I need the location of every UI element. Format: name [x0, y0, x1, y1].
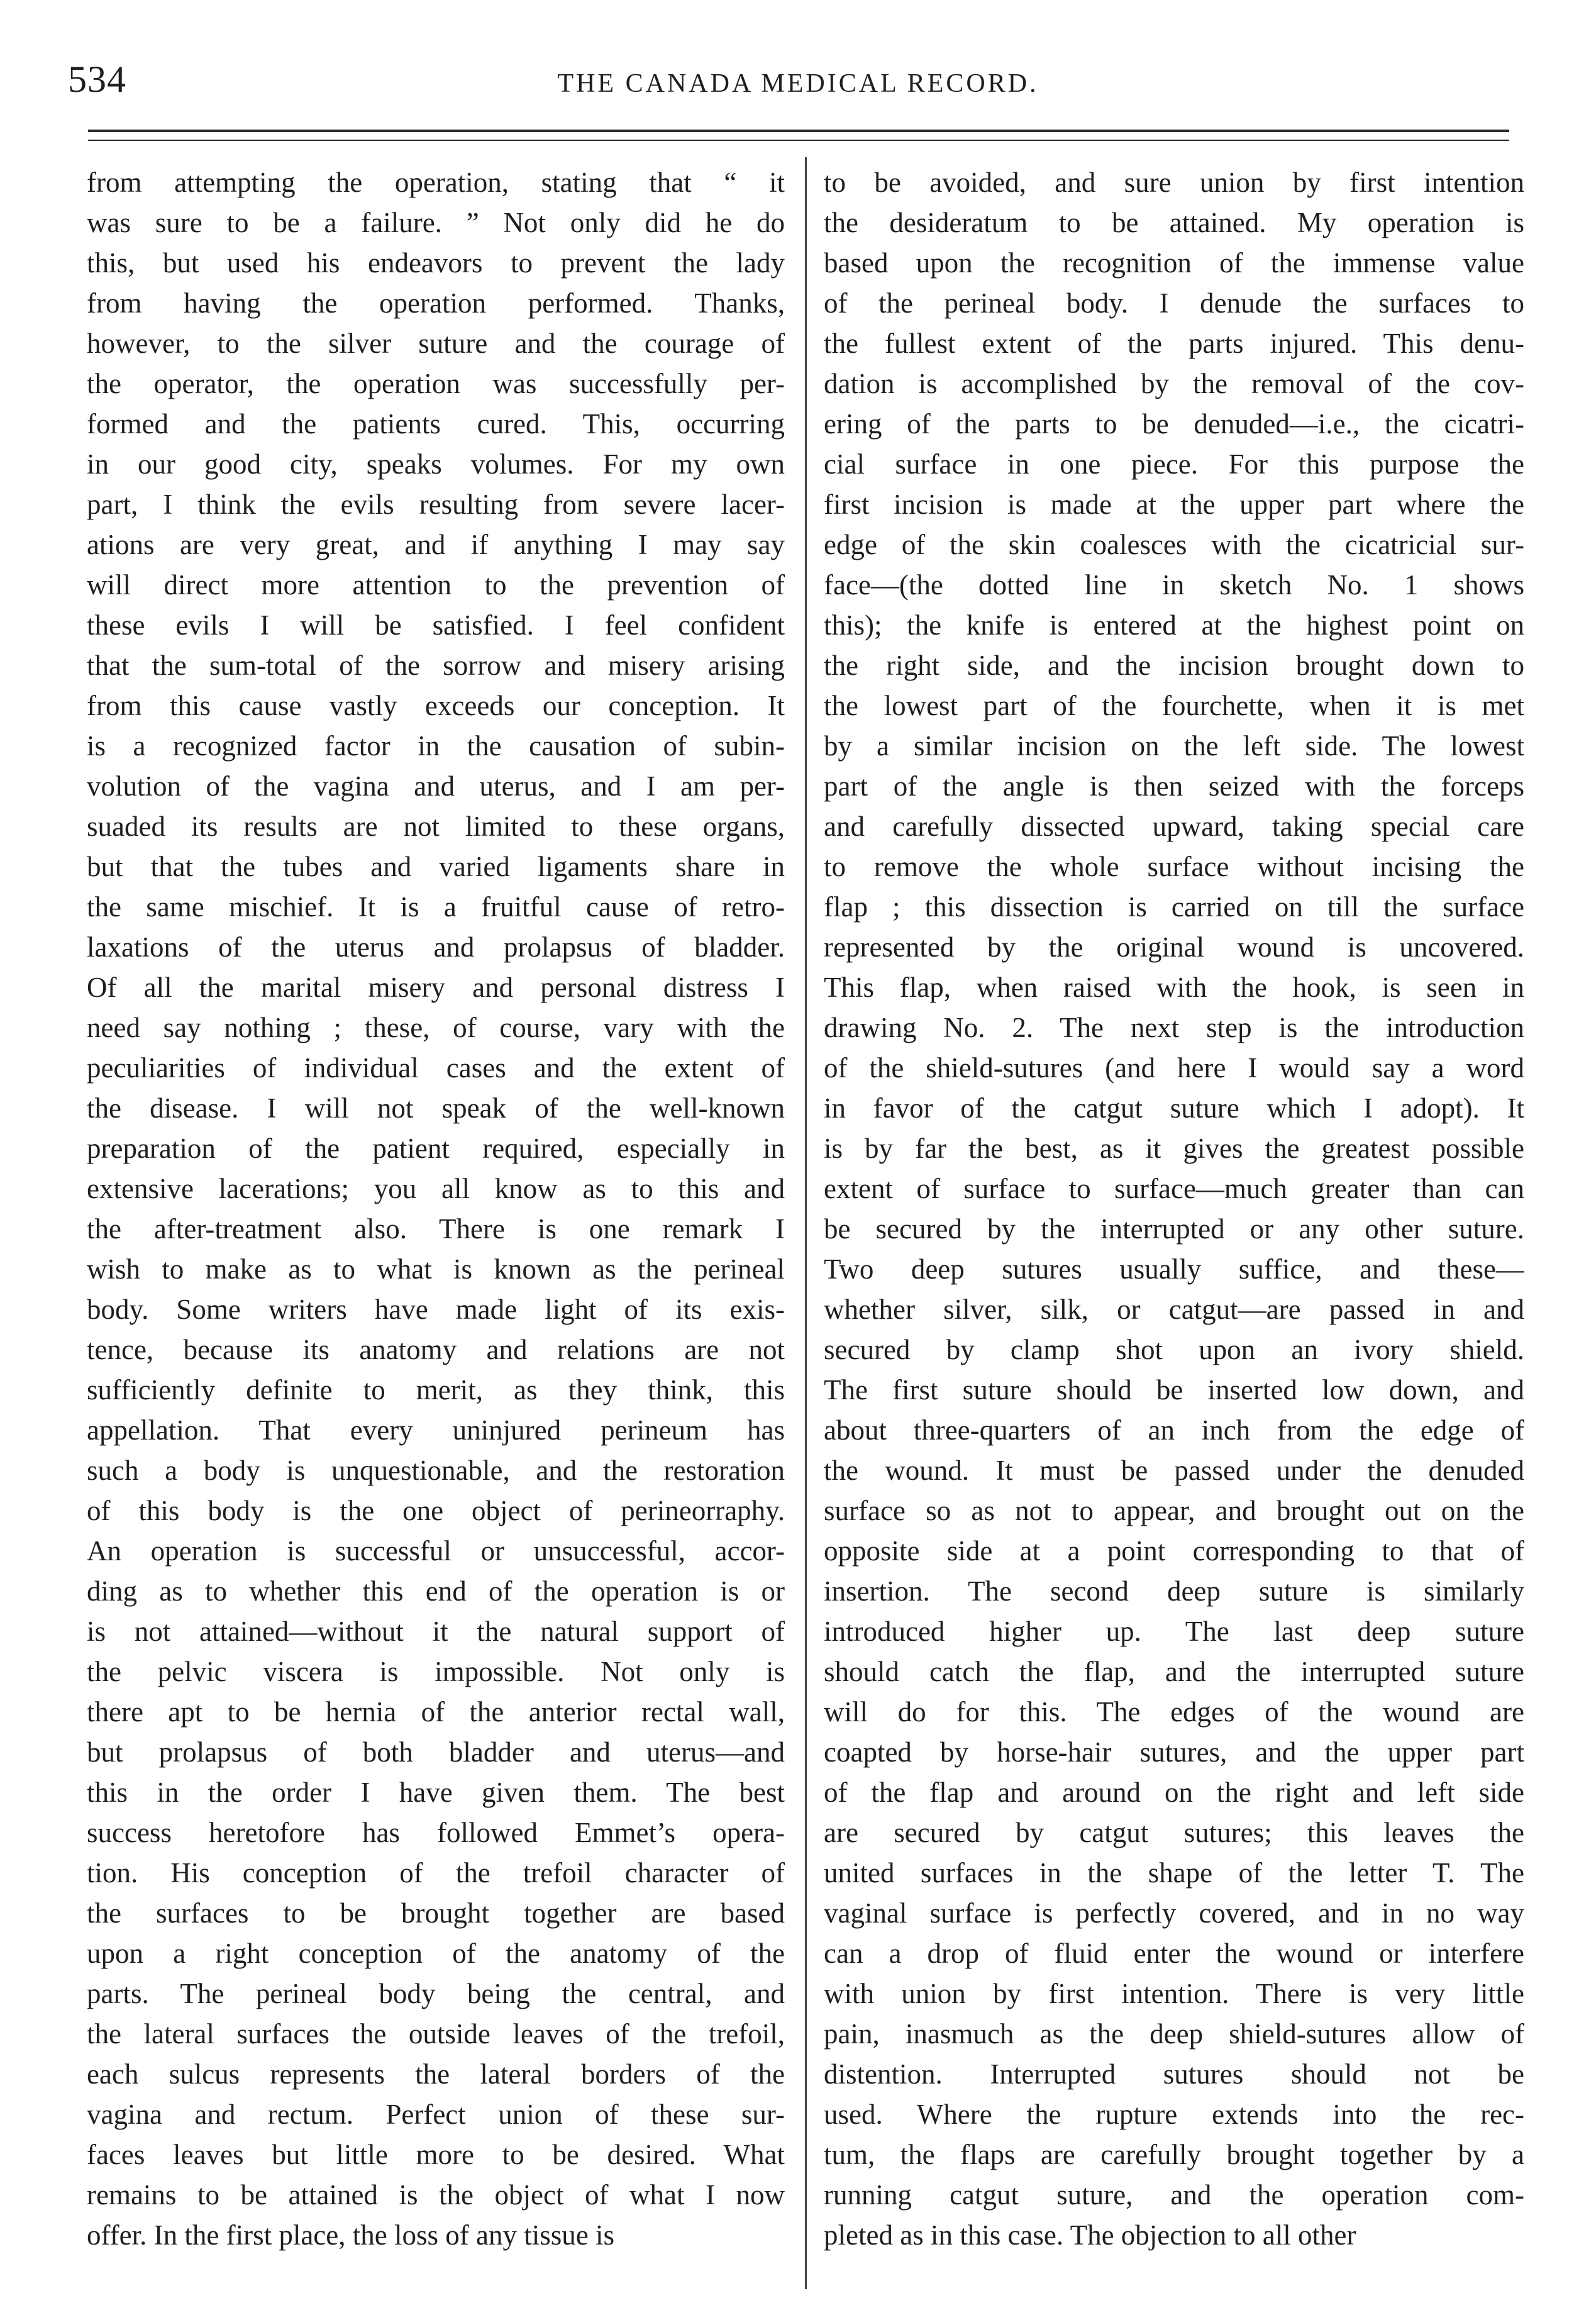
text-line: faces leaves but little more to be desired. What	[87, 2139, 785, 2170]
text-line: extent of surface to surface—much greater than can	[824, 1173, 1524, 1204]
text-line: from having the operation performed. Thanks,	[87, 287, 785, 319]
text-line: face—(the dotted line in sketch No. 1 shows	[824, 569, 1524, 601]
text-line: the fullest extent of the parts injured. This denu-	[824, 328, 1524, 359]
text-line: pleted as in this case. The objection to all other	[824, 2219, 1356, 2251]
text-line: peculiarities of individual cases and the extent of	[87, 1052, 785, 1084]
text-line: be secured by the interrupted or any other suture.	[824, 1213, 1524, 1245]
text-line: in our good city, speaks volumes. For my own	[87, 448, 785, 480]
text-line: drawing No. 2. The next step is the introduction	[824, 1012, 1524, 1043]
text-line: pain, inasmuch as the deep shield-sutures allow of	[824, 2018, 1524, 2050]
text-line: tum, the flaps are carefully brought together by a	[824, 2139, 1524, 2170]
text-line: suaded its results are not limited to these organs,	[87, 811, 785, 842]
text-line: The first suture should be inserted low down, and	[824, 1374, 1524, 1406]
text-line: from this cause vastly exceeds our conception. It	[87, 690, 785, 721]
column-divider	[805, 157, 807, 2289]
text-line: sufficiently definite to merit, as they think, this	[87, 1374, 785, 1406]
text-line: from attempting the operation, stating that “ it	[87, 167, 785, 198]
text-line: the pelvic viscera is impossible. Not only is	[87, 1656, 785, 1687]
text-line: insertion. The second deep suture is similarly	[824, 1575, 1524, 1607]
text-line: This flap, when raised with the hook, is seen in	[824, 972, 1524, 1003]
text-line: to remove the whole surface without incising the	[824, 851, 1524, 882]
text-line: are secured by catgut sutures; this leaves the	[824, 1817, 1524, 1848]
text-line: formed and the patients cured. This, occurring	[87, 408, 785, 440]
text-line: flap ; this dissection is carried on till the surface	[824, 891, 1524, 923]
text-line: the after-treatment also. There is one remark I	[87, 1213, 785, 1245]
text-line: dation is accomplished by the removal of the cov-	[824, 368, 1524, 399]
text-line: distention. Interrupted sutures should not be	[824, 2058, 1524, 2090]
text-line: part of the angle is then seized with the forceps	[824, 770, 1524, 802]
text-line: laxations of the uterus and prolapsus of bladder.	[87, 931, 785, 963]
text-line: offer. In the first place, the loss of any tissue is	[87, 2219, 614, 2251]
text-line: the lateral surfaces the outside leaves of the trefoil,	[87, 2018, 785, 2050]
text-line: first incision is made at the upper part where the	[824, 489, 1524, 520]
text-line: these evils I will be satisfied. I feel confident	[87, 609, 785, 641]
text-line: this); the knife is entered at the highest point on	[824, 609, 1524, 641]
text-line: running catgut suture, and the operation com-	[824, 2179, 1524, 2211]
text-line: should catch the flap, and the interrupted suture	[824, 1656, 1524, 1687]
text-line: part, I think the evils resulting from severe lacer-	[87, 489, 785, 520]
text-line: upon a right conception of the anatomy of the	[87, 1938, 785, 1969]
text-line: the lowest part of the fourchette, when it is met	[824, 690, 1524, 721]
text-line: ering of the parts to be denuded—i.e., the cicatri-	[824, 408, 1524, 440]
text-line: vagina and rectum. Perfect union of these sur-	[87, 2099, 785, 2130]
text-line: secured by clamp shot upon an ivory shield.	[824, 1334, 1524, 1365]
text-line: introduced higher up. The last deep suture	[824, 1616, 1524, 1647]
text-line: to be avoided, and sure union by first intention	[824, 167, 1524, 198]
text-line: appellation. That every uninjured perineum has	[87, 1414, 785, 1446]
text-line: success heretofore has followed Emmet’s opera-	[87, 1817, 785, 1848]
text-line: based upon the recognition of the immense value	[824, 247, 1524, 279]
text-line: by a similar incision on the left side. The lowest	[824, 730, 1524, 762]
text-line: vaginal surface is perfectly covered, and in no way	[824, 1897, 1524, 1929]
text-line: is by far the best, as it gives the greatest possible	[824, 1133, 1524, 1164]
text-line: parts. The perineal body being the central, and	[87, 1978, 785, 2009]
text-line: edge of the skin coalesces with the cicatricial sur-	[824, 529, 1524, 560]
text-line: coapted by horse-hair sutures, and the upper part	[824, 1736, 1524, 1768]
text-line: tion. His conception of the trefoil character of	[87, 1857, 785, 1889]
text-line: ding as to whether this end of the operation is or	[87, 1575, 785, 1607]
text-line: remains to be attained is the object of what I now	[87, 2179, 785, 2211]
text-line: extensive lacerations; you all know as to this and	[87, 1173, 785, 1204]
text-line: such a body is unquestionable, and the restoration	[87, 1455, 785, 1486]
text-line: but that the tubes and varied ligaments share in	[87, 851, 785, 882]
text-line: of the shield-sutures (and here I would say a word	[824, 1052, 1524, 1084]
text-line: this, but used his endeavors to prevent the lady	[87, 247, 785, 279]
text-line: ations are very great, and if anything I may say	[87, 529, 785, 560]
text-line: the wound. It must be passed under the denuded	[824, 1455, 1524, 1486]
text-line: this in the order I have given them. The best	[87, 1777, 785, 1808]
text-line: cial surface in one piece. For this purpose the	[824, 448, 1524, 480]
text-line: that the sum-total of the sorrow and misery arising	[87, 650, 785, 681]
text-line: opposite side at a point corresponding to that of	[824, 1535, 1524, 1567]
text-line: An operation is successful or unsuccessful, accor-	[87, 1535, 785, 1567]
text-line: will do for this. The edges of the wound are	[824, 1696, 1524, 1728]
text-line: can a drop of fluid enter the wound or interfere	[824, 1938, 1524, 1969]
text-line: need say nothing ; these, of course, vary with the	[87, 1012, 785, 1043]
text-line: the surfaces to be brought together are based	[87, 1897, 785, 1929]
text-line: was sure to be a failure. ” Not only did he do	[87, 207, 785, 238]
text-line: tence, because its anatomy and relations are not	[87, 1334, 785, 1365]
text-line: of the flap and around on the right and left side	[824, 1777, 1524, 1808]
text-line: volution of the vagina and uterus, and I am per-	[87, 770, 785, 802]
text-line: united surfaces in the shape of the letter T. The	[824, 1857, 1524, 1889]
text-line: wish to make as to what is known as the perineal	[87, 1253, 785, 1285]
text-line: used. Where the rupture extends into the rec-	[824, 2099, 1524, 2130]
text-line: is not attained—without it the natural support of	[87, 1616, 785, 1647]
text-line: the desideratum to be attained. My operation is	[824, 207, 1524, 238]
right-column	[824, 162, 1524, 2255]
text-line: in favor of the catgut suture which I adopt). It	[824, 1092, 1524, 1124]
text-line: is a recognized factor in the causation of subin-	[87, 730, 785, 762]
running-title: THE CANADA MEDICAL RECORD.	[557, 69, 1039, 98]
page-number: 534	[68, 58, 126, 100]
text-line: will direct more attention to the prevention of	[87, 569, 785, 601]
text-line: preparation of the patient required, especially in	[87, 1133, 785, 1164]
text-line: of this body is the one object of perineorraphy.	[87, 1495, 785, 1526]
text-line: whether silver, silk, or catgut—are passed in and	[824, 1294, 1524, 1325]
text-line: and carefully dissected upward, taking special care	[824, 811, 1524, 842]
text-line: represented by the original wound is uncovered.	[824, 931, 1524, 963]
text-line: but prolapsus of both bladder and uterus—and	[87, 1736, 785, 1768]
header-rule	[88, 130, 1509, 132]
text-line: surface so as not to appear, and brought out on the	[824, 1495, 1524, 1526]
header-rule-thin	[88, 140, 1509, 141]
text-line: the disease. I will not speak of the well-known	[87, 1092, 785, 1124]
text-line: each sulcus represents the lateral borders of the	[87, 2058, 785, 2090]
text-line: Of all the marital misery and personal distress I	[87, 972, 785, 1003]
text-line: of the perineal body. I denude the surfaces to	[824, 287, 1524, 319]
text-line: there apt to be hernia of the anterior rectal wall,	[87, 1696, 785, 1728]
left-column	[87, 162, 785, 2255]
text-line: however, to the silver suture and the courage of	[87, 328, 785, 359]
text-line: Two deep sutures usually suffice, and these—	[824, 1253, 1524, 1285]
text-line: with union by first intention. There is very little	[824, 1978, 1524, 2009]
text-line: the right side, and the incision brought down to	[824, 650, 1524, 681]
text-line: the operator, the operation was successfully per-	[87, 368, 785, 399]
text-line: the same mischief. It is a fruitful cause of retro-	[87, 891, 785, 923]
text-line: body. Some writers have made light of its exis-	[87, 1294, 785, 1325]
text-line: about three-quarters of an inch from the edge of	[824, 1414, 1524, 1446]
